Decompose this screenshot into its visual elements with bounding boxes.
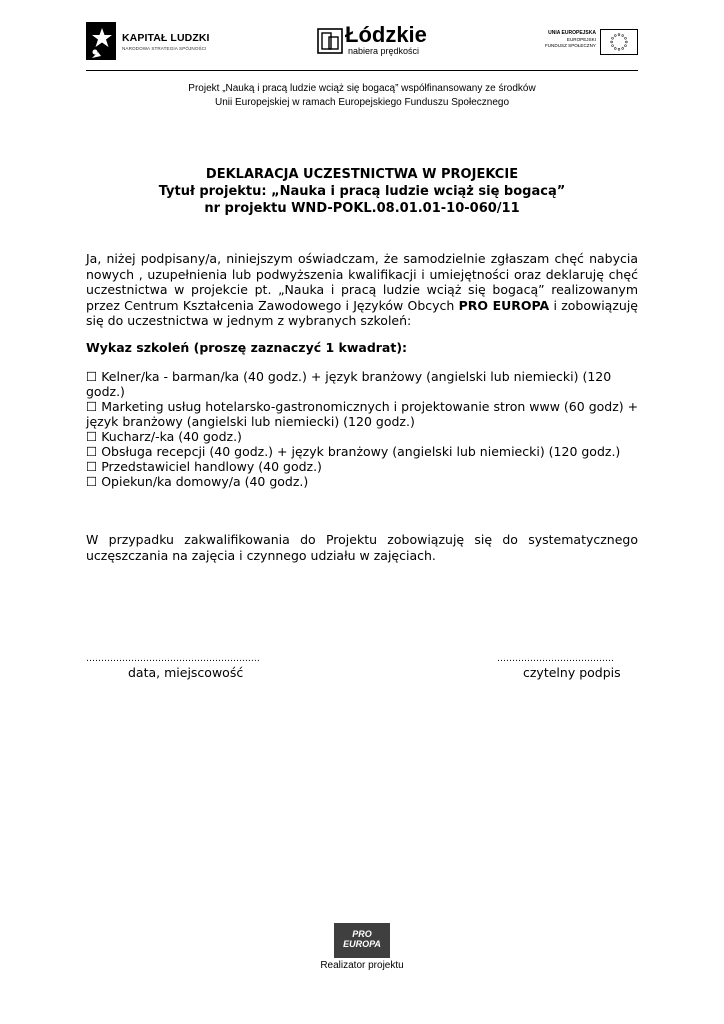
course-label: Obsługa recepcji (40 godz.) + język branżowy (angielski lub niemiecki) (120 godz.) (101, 444, 621, 459)
declaration-text-before: Ja, niżej podpisany/a, niniejszym oświadczam, że samodzielnie zgłaszam chęć nabycia nowych , uzupełnienia lub podwyższenia kwalifikacji i umiejętności oraz deklaruję chęć uczestnictwa w projekcie pt. „Nauka i pracą ludzie wciąż się bogacą” realizowanym przez Centrum Kształcenia Zawodowego i Języków Obcych (86, 251, 638, 313)
commitment-paragraph: W przypadku zakwalifikowania do Projektu zobowiązuję się do systematycznego uczęszczania na zajęcia i czynnego udziału w zajęciach. (86, 532, 638, 563)
lodzkie-subtitle: nabiera prędkości (348, 46, 420, 56)
course-option-2[interactable] (86, 399, 638, 414)
eu-text (545, 30, 596, 50)
eu-flag-icon (600, 29, 638, 55)
course-option-1[interactable] (86, 369, 611, 384)
courses-heading: Wykaz szkoleń (proszę zaznaczyć 1 kwadrat): (86, 340, 408, 355)
signature-label: czytelny podpis (523, 665, 621, 680)
course-option-3[interactable] (86, 429, 242, 444)
project-number: nr projektu WND-POKL.08.01.01-10-060/11 (204, 201, 520, 216)
checkbox-icon[interactable]: ☐ (86, 459, 98, 474)
declaration-organization: PRO EUROPA (458, 297, 550, 313)
eu-text-line2: EUROPEJSKI (566, 36, 596, 42)
course-option-1-cont: godz.) (86, 384, 125, 399)
lodzkie-logo (317, 24, 437, 60)
project-title: Tytuł projektu: „Nauka i pracą ludzie wciąż się bogacą” (158, 184, 566, 199)
declaration-paragraph (86, 251, 638, 329)
course-option-6[interactable] (86, 474, 308, 489)
footer-caption: Realizator projektu (320, 960, 404, 971)
course-option-2-cont: język branżowy (angielski lub niemiecki) (120 godz.) (86, 414, 415, 429)
course-label: Przedstawiciel handlowy (40 godz.) (101, 459, 322, 474)
kapital-ludzki-title: KAPITAŁ LUDZKI (122, 32, 210, 44)
project-cofinancing-line2: Unii Europejskiej w ramach Europejskiego Funduszu Społecznego (214, 97, 510, 108)
checkbox-icon[interactable]: ☐ (86, 429, 98, 444)
course-label: Kelner/ka - barman/ka (40 godz.) + język branżowy (angielski lub niemiecki) (120 (101, 369, 612, 384)
project-cofinancing-line1: Projekt „Nauką i pracą ludzie wciąż się bogacą” współfinansowany ze środków (188, 83, 536, 94)
kapital-ludzki-emblem-icon (86, 22, 116, 60)
eu-logo (540, 29, 638, 57)
checkbox-icon[interactable]: ☐ (86, 474, 98, 489)
date-place-label: data, miejscowość (128, 665, 244, 680)
lodzkie-emblem-icon (317, 28, 343, 54)
pro-europa-logo (334, 923, 390, 958)
course-label: Opiekun/ka domowy/a (40 godz.) (101, 474, 309, 489)
pro-europa-logo-line2: EUROPA (343, 939, 381, 949)
declaration-text-after: i zobowiązuję się do uczestnictwa w jednym z wybranych szkoleń: (86, 297, 638, 328)
course-label: Kucharz/-ka (40 godz.) (101, 429, 242, 444)
header-divider (86, 70, 638, 71)
pro-europa-logo-line1: PRO (352, 929, 372, 939)
date-place-line[interactable]: …………………………………………….…… (86, 654, 260, 664)
course-label: Marketing usług hotelarsko-gastronomicznych i projektowanie stron www (60 godz) + (101, 399, 639, 414)
checkbox-icon[interactable]: ☐ (86, 399, 98, 414)
course-option-5[interactable] (86, 459, 322, 474)
signature-line[interactable]: ………………………………… (497, 654, 614, 664)
kapital-ludzki-subtitle: NARODOWA STRATEGIA SPÓJNOŚCI (122, 46, 207, 51)
kapital-ludzki-logo (86, 22, 216, 62)
course-option-4[interactable] (86, 444, 620, 459)
checkbox-icon[interactable]: ☐ (86, 369, 98, 384)
lodzkie-title: Łódzkie (345, 22, 427, 47)
checkbox-icon[interactable]: ☐ (86, 444, 98, 459)
eu-text-line3: FUNDUSZ SPOŁECZNY (544, 43, 596, 48)
document-title: DEKLARACJA UCZESTNICTWA W PROJEKCIE (205, 167, 519, 182)
eu-text-line1: UNIA EUROPEJSKA (548, 30, 596, 36)
